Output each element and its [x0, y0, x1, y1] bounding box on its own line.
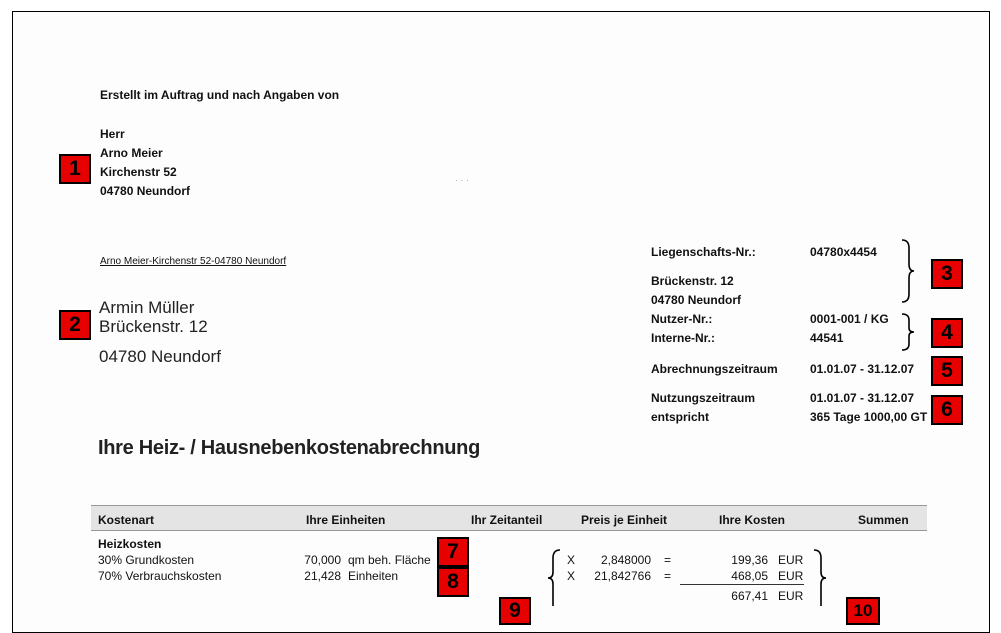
property-label: Liegenschafts-Nr.: [651, 245, 756, 259]
marker-5: 5 [931, 356, 963, 386]
user-label: Nutzer-Nr.: [651, 312, 713, 326]
property-city: 04780 Neundorf [651, 293, 742, 307]
recipient-street: Brückenstr. 12 [99, 317, 208, 336]
return-address-line: Arno Meier-Kirchenstr 52-04780 Neundorf [100, 256, 287, 267]
sender-street: Kirchenstr 52 [100, 165, 177, 179]
brace-right-3 [900, 238, 916, 304]
col-header-kostenart: Kostenart [98, 513, 155, 527]
marker-4: 4 [931, 318, 963, 348]
col-header-einheiten: Ihre Einheiten [306, 513, 386, 527]
col-header-preis: Preis je Einheit [581, 513, 668, 527]
row-currency: EUR [778, 569, 804, 583]
subtotal-rule [680, 584, 804, 585]
internal-label: Interne-Nr.: [651, 331, 716, 345]
subtotal-currency: EUR [778, 589, 804, 603]
property-street: Brückenstr. 12 [651, 274, 734, 288]
row-unit-name: Einheiten [348, 569, 399, 583]
billing-period-value: 01.01.07 - 31.12.07 [810, 362, 915, 376]
marker-1: 1 [59, 154, 91, 184]
marker-10: 10 [846, 597, 880, 625]
row-cost: 468,05 [731, 569, 768, 583]
row-operator: X [567, 553, 576, 567]
property-value: 04780x4454 [810, 245, 877, 259]
recipient-name: Armin Müller [99, 298, 195, 317]
recipient-city: 04780 Neundorf [99, 347, 221, 366]
row-equals: = [664, 569, 672, 583]
row-equals: = [664, 553, 672, 567]
equivalent-label: entspricht [651, 410, 710, 424]
row-operator: X [567, 569, 576, 583]
page-title: Ihre Heiz- / Hausnebenkostenabrechnung [98, 437, 481, 459]
internal-value: 44541 [810, 331, 844, 345]
col-header-kosten: Ihre Kosten [719, 513, 786, 527]
billing-period-label: Abrechnungszeitraum [651, 362, 778, 376]
marker-9: 9 [499, 597, 531, 625]
sender-city: 04780 Neundorf [100, 184, 191, 198]
sender-heading: Erstellt im Auftrag und nach Angaben von [100, 88, 340, 102]
row-currency: EUR [778, 553, 804, 567]
brace-left-9 [546, 548, 562, 608]
marker-6: 6 [931, 395, 963, 425]
usage-period-label: Nutzungszeitraum [651, 391, 756, 405]
row-label: 70% Verbrauchskosten [98, 569, 222, 583]
row-label: 30% Grundkosten [98, 553, 195, 567]
marker-3: 3 [931, 259, 963, 289]
row-units: 70,000 [304, 553, 341, 567]
usage-period-value: 01.01.07 - 31.12.07 [810, 391, 915, 405]
subtotal-cost: 667,41 [731, 589, 768, 603]
scan-speck: · · · [455, 175, 469, 185]
marker-7: 7 [437, 537, 469, 567]
equivalent-value: 365 Tage 1000,00 GT [810, 410, 928, 424]
col-header-summen: Summen [858, 513, 909, 527]
sender-name: Arno Meier [100, 146, 163, 160]
section-heizkosten: Heizkosten [98, 537, 162, 551]
marker-2: 2 [59, 310, 91, 340]
row-cost: 199,36 [731, 553, 768, 567]
row-price: 2,848000 [600, 553, 651, 567]
row-unit-name: qm beh. Fläche [348, 553, 431, 567]
col-header-zeitanteil: Ihr Zeitanteil [471, 513, 543, 527]
sender-salutation: Herr [100, 127, 125, 141]
row-units: 21,428 [304, 569, 341, 583]
brace-right-10 [812, 548, 828, 608]
row-price: 21,842766 [594, 569, 651, 583]
marker-8: 8 [437, 567, 469, 597]
user-value: 0001-001 / KG [810, 312, 889, 326]
brace-right-4 [900, 312, 916, 352]
